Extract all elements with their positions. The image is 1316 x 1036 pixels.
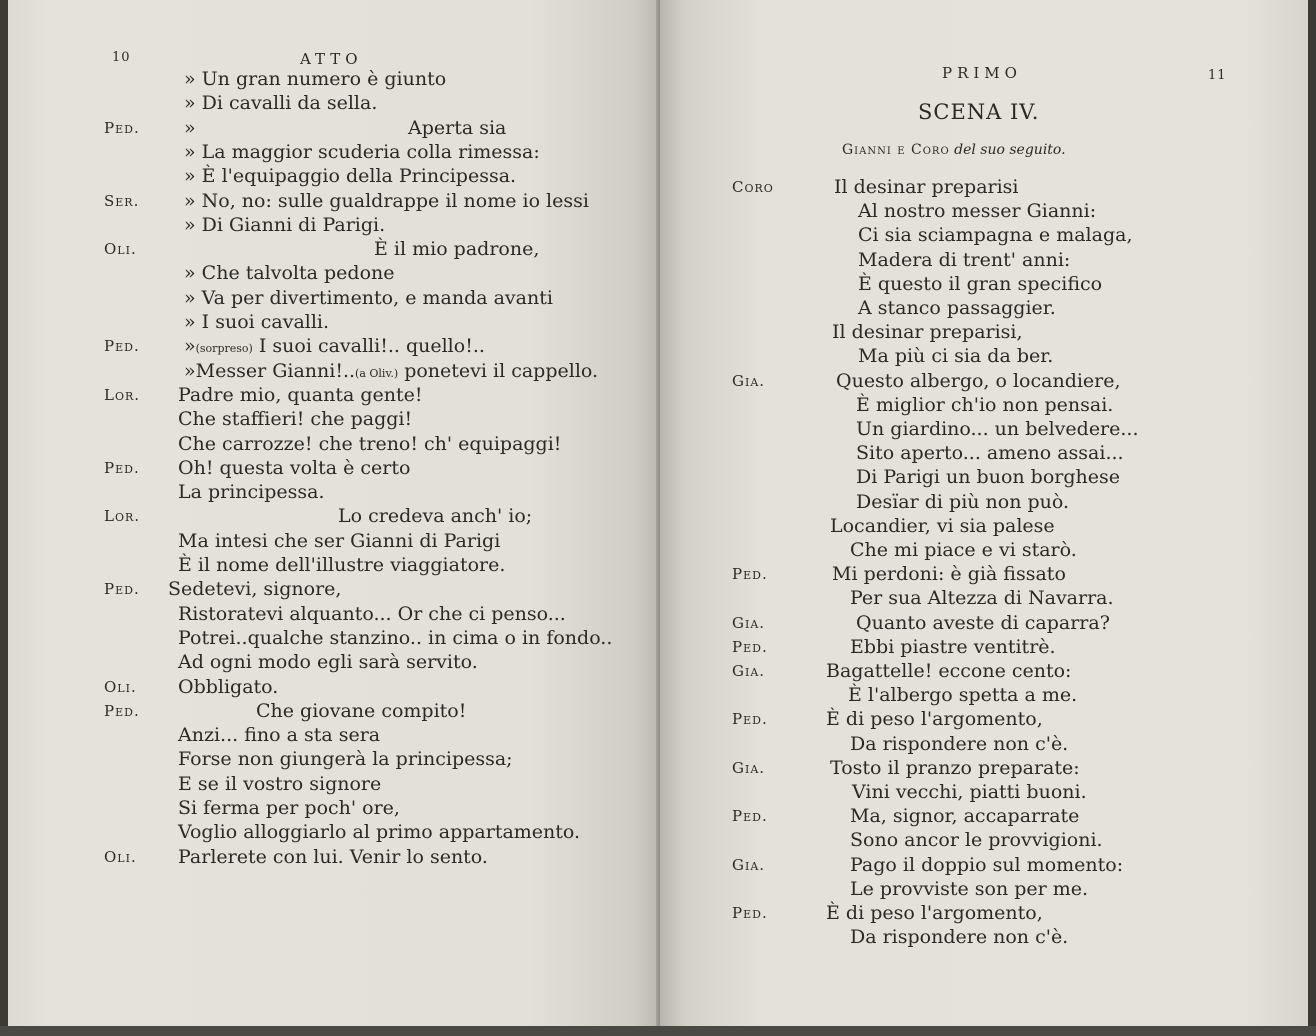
speaker-label: Lor.: [104, 385, 141, 404]
verse-line: Mi perdoni: è già fissato: [832, 563, 1066, 586]
verse-line: » Un gran numero è giunto: [184, 68, 447, 90]
verse-line: Sito aperto... ameno assai...: [856, 442, 1124, 465]
verse-line: Anzi... fino a sta sera: [178, 724, 381, 747]
verse-line: Per sua Altezza di Navarra.: [850, 587, 1114, 610]
verse-line: La principessa.: [178, 481, 325, 504]
verse-line: È di peso l'argomento,: [826, 708, 1043, 731]
verse-text: I suoi cavalli!.. quello!..: [252, 335, 485, 358]
speaker-label: Oli.: [104, 847, 137, 866]
verse-line: E se il vostro signore: [178, 772, 382, 795]
verse-line: Desïar di più non può.: [856, 490, 1070, 513]
running-head: ATTO: [300, 50, 363, 68]
line-prefix: »: [184, 335, 196, 358]
verse-line: Ristoratevi alquanto... Or che ci penso...: [178, 602, 566, 625]
speaker-label: Gia.: [732, 613, 766, 632]
verse-text: ponetevi il cappello.: [398, 359, 599, 382]
scene-characters: [842, 142, 1066, 158]
verse-line: Madera di trent' anni:: [858, 248, 1071, 271]
speaker-label: Coro: [732, 178, 774, 196]
speaker-label: Ped.: [104, 580, 140, 599]
verse-line: Vini vecchi, piatti buoni.: [852, 781, 1087, 803]
verse-line: » Va per divertimento, e manda avanti: [184, 286, 553, 309]
verse-line: Voglio alloggiarlo al primo appartamento.: [178, 821, 581, 844]
verse-line: Obbligato.: [178, 675, 279, 698]
verse-line: Le provviste son per me.: [850, 877, 1089, 900]
verse-line: » Che talvolta pedone: [184, 262, 395, 285]
verse-line: Tosto il pranzo preparate:: [830, 756, 1080, 779]
verse-line: Da rispondere non c'è.: [850, 926, 1069, 949]
verse-line: » Aperta sia: [184, 116, 507, 139]
speaker-label: Ped.: [104, 118, 140, 137]
verse-line: È il nome dell'illustre viaggiatore.: [178, 554, 506, 576]
verse-line: » La maggior scuderia colla rimessa:: [184, 140, 540, 163]
verse-line: Bagattelle! eccone cento:: [826, 660, 1072, 682]
verse-line: » No, no: sulle gualdrappe il nome io lessi: [184, 189, 589, 212]
verse-text: Aperta sia: [408, 116, 507, 139]
right-page: [660, 0, 1308, 1036]
speaker-label: Gia.: [732, 371, 766, 390]
verse-line: Da rispondere non c'è.: [850, 732, 1069, 755]
speaker-label: Gia.: [732, 758, 766, 777]
verse-line: Pago il doppio sul momento:: [850, 853, 1124, 876]
verse-line: Ma più ci sia da ber.: [858, 345, 1054, 368]
line-prefix: »Messer Gianni!..: [184, 359, 356, 382]
verse-line: È di peso l'argomento,: [826, 902, 1043, 924]
stage-direction: (a Oliv.): [355, 366, 399, 380]
speaker-label: Oli.: [104, 677, 137, 696]
verse-line: Ma intesi che ser Gianni di Parigi: [178, 529, 501, 552]
verse-line: Che giovane compito!: [256, 699, 467, 722]
verse-line: Che carrozze! che treno! ch' equipaggi!: [178, 432, 562, 455]
verse-line: Ma, signor, accaparrate: [850, 805, 1080, 828]
speaker-label: Oli.: [104, 240, 137, 259]
left-page: [8, 0, 660, 1036]
verse-line: » È l'equipaggio della Principessa.: [184, 165, 517, 188]
speaker-label: Lor.: [104, 507, 141, 526]
verse-line: [184, 360, 598, 385]
verse-text: È il mio padrone,: [374, 238, 540, 261]
page-number: 11: [1208, 68, 1227, 83]
verse-line: Oh! questa volta è certo: [178, 456, 411, 479]
verse-line: È l'albergo spetta a me.: [848, 684, 1078, 707]
verse-line: Si ferma per poch' ore,: [178, 797, 400, 819]
verse-line: Che mi piace e vi starò.: [850, 539, 1077, 561]
verse-line: Ebbi piastre ventitrè.: [850, 635, 1056, 658]
verse-line: È questo il gran specifico: [858, 272, 1103, 295]
page-number: 10: [112, 50, 131, 65]
scene-title: SCENA IV.: [918, 100, 1040, 124]
speaker-label: Ped.: [732, 807, 768, 826]
verse-line: Il desinar preparisi: [834, 176, 1019, 198]
speaker-label: Ped.: [732, 637, 768, 656]
verse-line: [184, 335, 485, 360]
verse-line: Che staffieri! che paggi!: [178, 408, 413, 431]
verse-line: Lo credeva anch' io;: [338, 505, 533, 528]
speaker-label: Ser.: [104, 191, 140, 210]
verse-line: Al nostro messer Gianni:: [858, 200, 1097, 223]
verse-line: Ad ogni modo egli sarà servito.: [178, 651, 478, 674]
verse-line: Locandier, vi sia palese: [830, 514, 1055, 537]
stage-direction: (sorpreso): [195, 342, 253, 356]
scene-characters-note: del suo seguito.: [954, 142, 1066, 158]
verse-line: » I suoi cavalli.: [184, 311, 330, 333]
verse-line: Quanto aveste di caparra?: [856, 611, 1110, 634]
speaker-label: Ped.: [732, 565, 768, 584]
verse-line: Di Parigi un buon borghese: [856, 466, 1120, 489]
verse-line: A stanco passaggier.: [858, 297, 1056, 319]
verse-line: Sedetevi, signore,: [168, 578, 342, 601]
speaker-label: Gia.: [732, 662, 766, 680]
verse-line: È miglior ch'io non pensai.: [856, 393, 1114, 416]
speaker-label: Ped.: [104, 701, 140, 720]
speaker-label: Ped.: [732, 904, 768, 922]
scene-characters-names: Gianni e Coro: [842, 142, 950, 158]
speaker-label: Ped.: [104, 458, 140, 477]
verse-line: Potrei..qualche stanzino.. in cima o in fondo..: [178, 626, 613, 649]
verse-line: » Di Gianni di Parigi.: [184, 213, 386, 236]
speaker-label: Ped.: [104, 337, 140, 356]
verse-line: Un giardino... un belvedere...: [856, 418, 1139, 440]
verse-line: Il desinar preparisi,: [832, 321, 1023, 344]
verse-line: Ci sia sciampagna e malaga,: [858, 224, 1133, 247]
verse-line: Forse non giungerà la principessa;: [178, 748, 513, 771]
verse-line: Parlerete con lui. Venir lo sento.: [178, 845, 488, 868]
verse-line: Questo albergo, o locandiere,: [836, 369, 1121, 392]
verse-line: Padre mio, quanta gente!: [178, 383, 423, 406]
verse-line: » Di cavalli da sella.: [184, 92, 378, 115]
verse-line: Sono ancor le provvigioni.: [850, 829, 1103, 852]
speaker-label: Gia.: [732, 855, 766, 874]
running-head: PRIMO: [942, 64, 1022, 82]
page-bottom-edge: [0, 1026, 1316, 1036]
speaker-label: Ped.: [732, 710, 768, 729]
